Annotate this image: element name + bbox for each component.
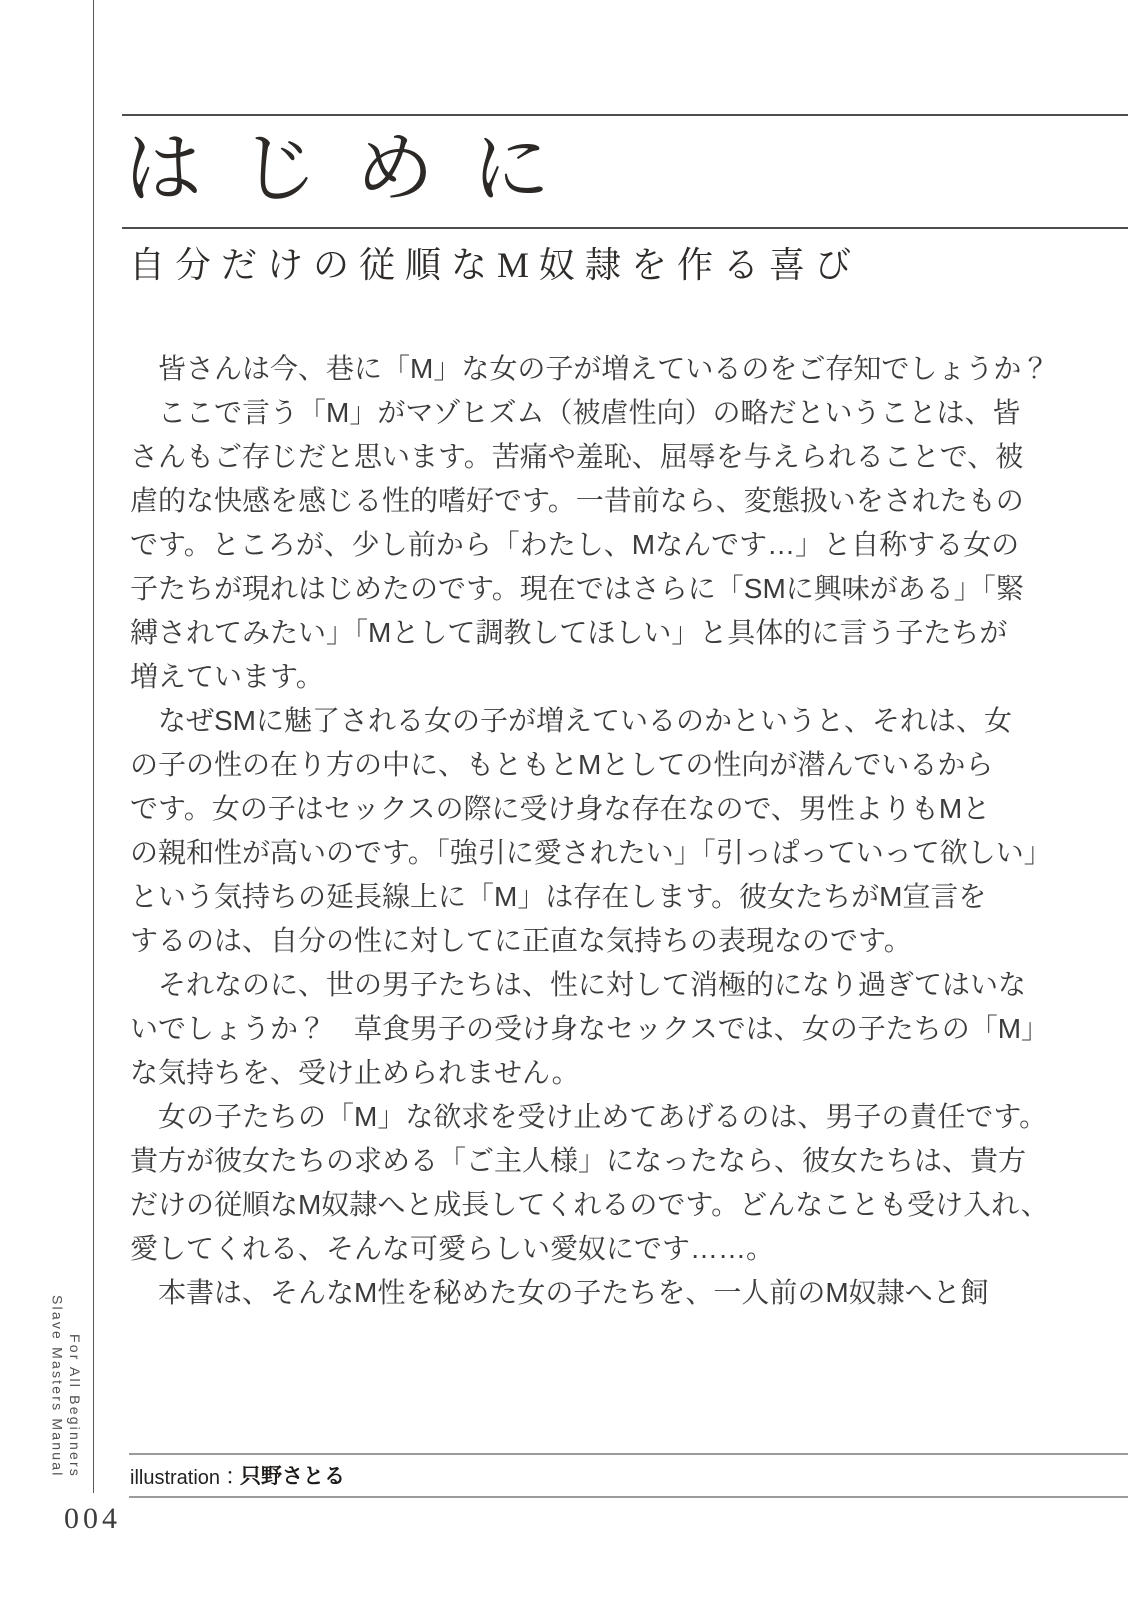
body-text-line: ここで言う「M」がマゾヒズム（被虐性向）の略だということは、皆 [130,397,1021,428]
body-text-line: 本書は、そんなM性を秘めた女の子たちを、一人前のM奴隷へと飼 [130,1277,989,1308]
body-text-line: 貴方が彼女たちの求める「ご主人様」になったなら、彼女たちは、貴方 [130,1145,1027,1176]
series-title-vertical [48,1280,83,1478]
credit-label: illustration： [130,1466,241,1489]
page-subtitle: 自分だけの従順なM奴隷を作る喜び [129,245,862,285]
page-number: 004 [64,1502,121,1535]
body-text-line: だけの従順なM奴隷へと成長してくれるのです。どんなことも受け入れ、 [130,1189,1049,1220]
body-text-line: なぜSMに魅了される女の子が増えているのかというと、それは、女 [130,705,1013,736]
left-margin-rule [93,0,94,1493]
body-text-line: 皆さんは今、巷に「M」な女の子が増えているのをご存知でしょうか？ [130,353,1050,384]
body-text-line: 子たちが現れはじめたのです。現在ではさらに「SMに興味がある」「緊 [130,573,1024,604]
body-text-line: いでしょうか？ 草食男子の受け身なセックスでは、女の子たちの「M」 [130,1013,1050,1044]
page-title: はじめに [124,125,589,212]
body-text-line: という気持ちの延長線上に「M」は存在します。彼女たちがM宣言を [130,881,987,912]
series-title-line2: For All Beginners [67,1333,83,1478]
body-text-line: 縛されてみたい」「Mとして調教してほしい」と具体的に言う子たちが [130,617,1008,648]
body-text-line: 増えています。 [130,661,324,692]
title-rule-top [122,114,1128,116]
body-text-line: です。ところが、少し前から「わたし、Mなんです…」と自称する女の [130,529,1020,560]
body-text-line: さんもご存じだと思います。苦痛や羞恥、屈辱を与えられることで、被 [130,441,1024,472]
body-text-line: 女の子たちの「M」な欲求を受け止めてあげるのは、男子の責任です。 [130,1101,1048,1132]
illustration-credit [130,1456,345,1494]
body-text-line: の親和性が高いのです。「強引に愛されたい」「引っぱっていって欲しい」 [130,837,1052,868]
title-rule-bottom [122,227,1128,229]
body-text-line: 虐的な快感を感じる性的嗜好です。一昔前なら、変態扱いをされたもの [130,485,1024,516]
credit-rule-top [129,1453,1128,1455]
body-text-line: の子の性の在り方の中に、もともとMとしての性向が潜んでいるから [130,749,994,780]
credit-name: 只野さとる [240,1465,346,1488]
body-text-line: な気持ちを、受け止められません。 [130,1057,580,1088]
series-title-line1: Slave Masters Manual [49,1295,66,1478]
body-text-line: するのは、自分の性に対してに正直な気持ちの表現なのです。 [130,925,912,956]
body-text-line: 愛してくれる、そんな可愛らしい愛奴にです……。 [130,1233,775,1264]
body-text [130,347,1052,1315]
credit-rule-bottom [129,1496,1128,1498]
body-text-line: です。女の子はセックスの際に受け身な存在なので、男性よりもMと [130,793,991,824]
body-text-line: それなのに、世の男子たちは、性に対して消極的になり過ぎてはいな [130,969,1027,1000]
